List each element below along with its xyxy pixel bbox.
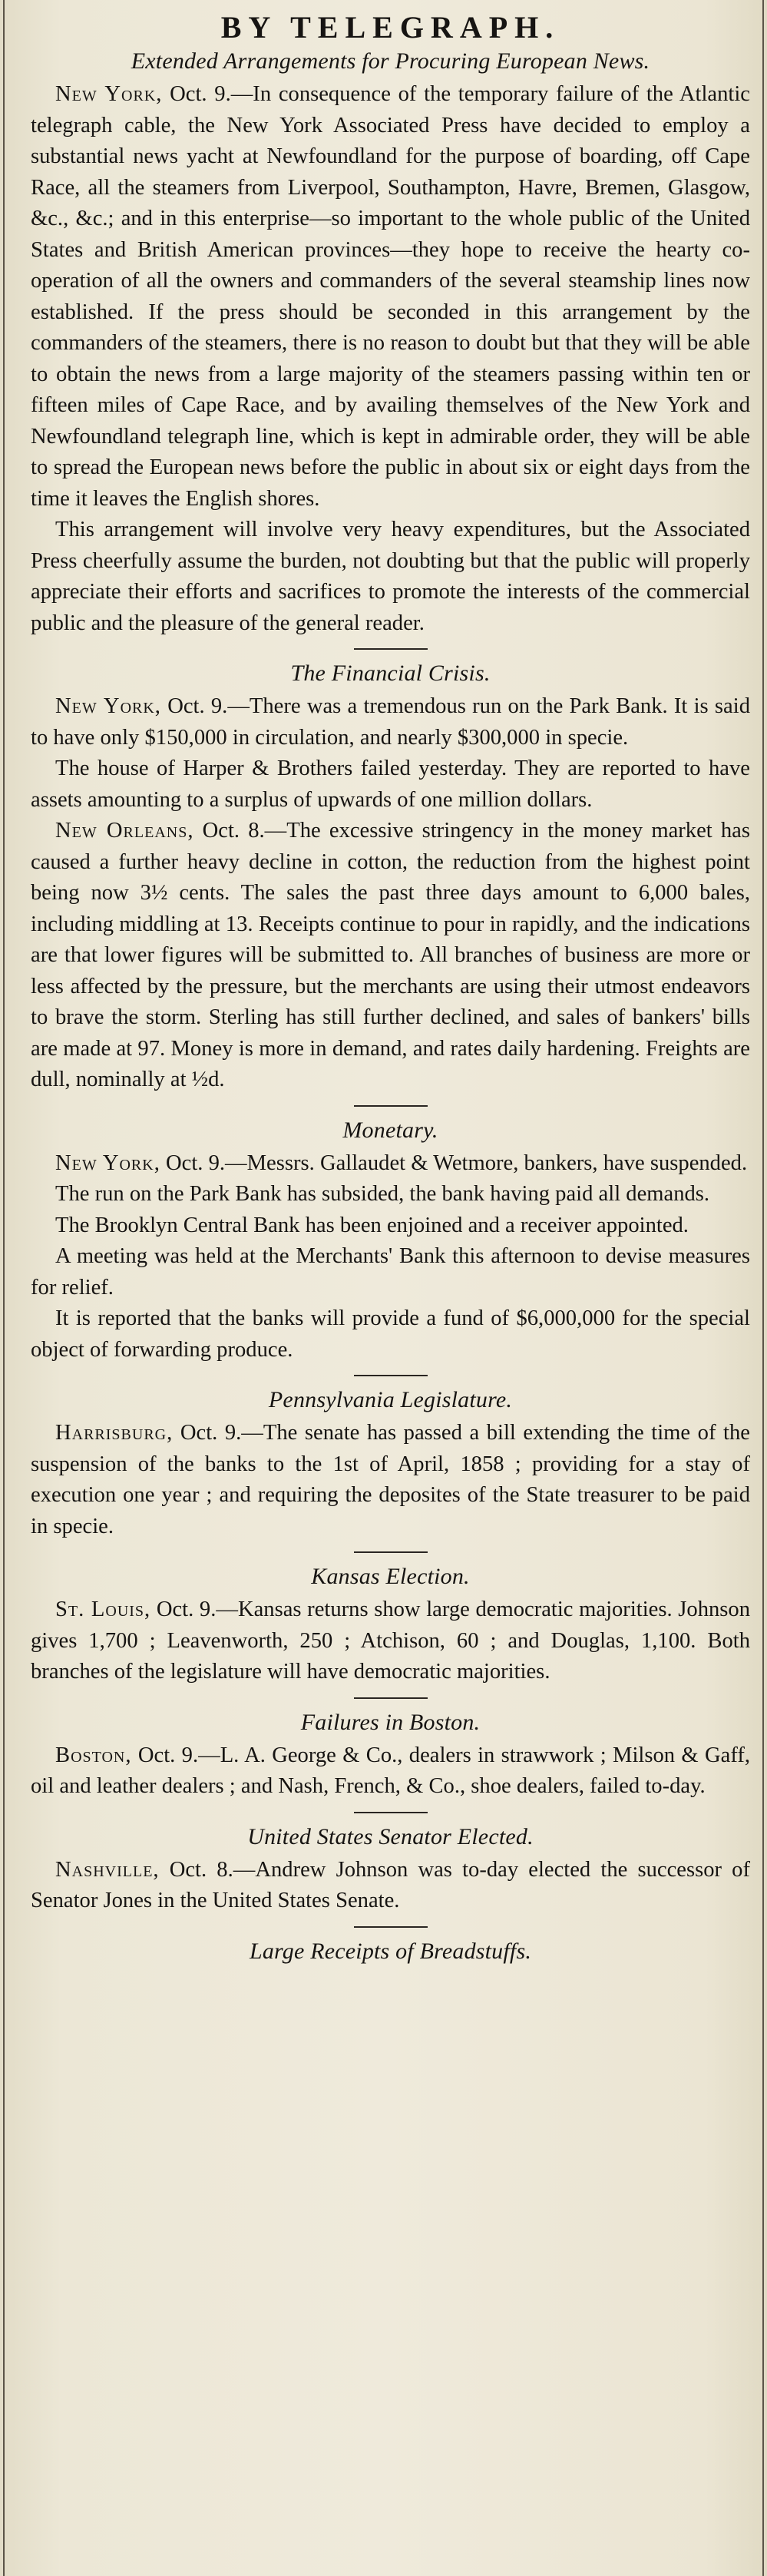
dispatch-dateline: Boston, [55, 1743, 132, 1767]
section-divider [354, 648, 428, 650]
column-rule-right [762, 0, 764, 2576]
section-divider [354, 1697, 428, 1699]
dispatch-text: The house of Harper & Brothers failed yesterday. They are reported to have assets amounting to a surplus of upwards of one million dollars. [31, 757, 750, 812]
section-heading: Extended Arrangements for Procuring European News. [131, 48, 650, 74]
dispatch-paragraph [31, 1241, 750, 1303]
dispatch-paragraph [31, 1855, 750, 1917]
dispatch-text: A meeting was held at the Merchants' Bank this afternoon to devise measures for relief. [31, 1244, 750, 1300]
dispatch-text: Oct. 9.—There was a tremendous run on the Park Bank. It is said to have only $150,000 in circulation, and nearly $300,000 in specie. [31, 694, 750, 750]
dispatch-paragraph [31, 79, 750, 515]
dispatch-sections [31, 48, 750, 1965]
dispatch-dateline: Harrisburg, [55, 1421, 174, 1445]
dispatch-text: Oct. 9.—Messrs. Gallaudet & Wetmore, bankers, have suspended. [160, 1151, 748, 1175]
dispatch-paragraph [31, 1740, 750, 1803]
dispatch-dateline: St. Louis, [55, 1598, 151, 1621]
section-heading: Pennsylvania Legislature. [268, 1387, 513, 1412]
dispatch-paragraph [31, 1594, 750, 1688]
dispatch-dateline: New York, [55, 1151, 160, 1175]
dispatch-text: Oct. 8.—The excessive stringency in the money market has caused a further heavy decline in cotton, the reduction from the highest point being now 3½ cents. The sales the past three days amount to 6,000 bales, including middling at 13. Receipts continue to pour in rapidly, and the indications are that lower figures will be submitted to. All branches of business are more or less affected by the pressure, but the merchants are using their utmost endeavors to brave the storm. Sterling has still further declined, and sales of bankers' bills are made at 97. Money is more in demand, and rates daily hardening. Freights are dull, nominally at ½d. [31, 819, 750, 1091]
section-heading: The Financial Crisis. [290, 661, 491, 686]
section-heading: Large Receipts of Breadstuffs. [249, 1938, 532, 1964]
section-divider [354, 1375, 428, 1376]
dispatch-paragraph [31, 753, 750, 816]
dispatch-text: The run on the Park Bank has subsided, the bank having paid all demands. [55, 1182, 710, 1206]
section-heading: Failures in Boston. [300, 1709, 481, 1735]
section-heading: Kansas Election. [311, 1564, 470, 1589]
section-heading: United States Senator Elected. [247, 1823, 534, 1849]
dispatch-text: Oct. 9.—The senate has passed a bill extending the time of the suspension of the banks to the 1st of April, 1858 ; providing for a stay of execution one year ; and requiring the deposites of the State treasurer to be paid in specie. [31, 1421, 750, 1538]
dispatch-text: This arrangement will involve very heavy expenditures, but the Associated Press cheerfully assume the burden, not doubting but that the public will properly appreciate their efforts and sacrifices to promote the interests of the commercial public and the pleasure of the general reader. [31, 518, 750, 635]
dispatch-paragraph [31, 1148, 750, 1180]
dispatch-paragraph [31, 515, 750, 639]
section-divider [354, 1105, 428, 1107]
dispatch-paragraph [31, 1303, 750, 1366]
dispatch-paragraph [31, 1418, 750, 1542]
section-heading: Monetary. [342, 1117, 438, 1143]
dispatch-text: It is reported that the banks will provide a fund of $6,000,000 for the special object of forwarding produce. [31, 1306, 750, 1362]
dispatch-text: Oct. 8.—Andrew Johnson was to-day elected the successor of Senator Jones in the United States Senate. [31, 1857, 750, 1912]
dispatch-dateline: New York, [55, 694, 161, 718]
column-rule-left [3, 0, 5, 2576]
dispatch-text: Oct. 9.—L. A. George & Co., dealers in strawwork ; Milson & Gaff, oil and leather dealers ; and Nash, French, & Co., shoe dealers, failed to-day. [31, 1743, 750, 1798]
section-divider [354, 1812, 428, 1813]
dispatch-dateline: New York, [55, 82, 163, 106]
dispatch-dateline: New Orleans, [55, 819, 194, 843]
section-divider [354, 1926, 428, 1928]
dispatch-text: The Brooklyn Central Bank has been enjoined and a receiver appointed. [55, 1213, 689, 1237]
section-divider [354, 1551, 428, 1553]
dispatch-paragraph [31, 1179, 750, 1210]
dispatch-paragraph [31, 816, 750, 1096]
dispatch-paragraph [31, 691, 750, 753]
dispatch-text: Oct. 9.—In consequence of the temporary failure of the Atlantic telegraph cable, the New York Associated Press have decided to employ a substantial news yacht at Newfoundland for the purpose of boarding, off Cape Race, all the steamers from Liverpool, Southampton, Havre, Bremen, Glasgow, &c., &c.; and in this enterprise—so important to the whole public of the United States and British American provinces—they hope to receive the hearty co-operation of all the owners and commanders of the several steamship lines now established. If the press should be seconded in this arrangement by the commanders of the steamers, there is no reason to doubt but that they will be able to obtain the news from a large majority of the steamers passing within ten or fifteen miles of Cape Race, and by availing themselves of the New York and Newfoundland telegraph line, which is kept in admirable order, they will be able to spread the European news before the public in about six or eight days from the time it leaves the English shores. [31, 82, 750, 511]
masthead: BY TELEGRAPH. [220, 10, 560, 45]
dispatch-paragraph [31, 1210, 750, 1242]
dispatch-dateline: Nashville, [55, 1857, 160, 1882]
dispatch-text: Oct. 9.—Kansas returns show large democratic majorities. Johnson gives 1,700 ; Leavenworth, 250 ; Atchison, 60 ; and Douglas, 1,100. Both branches of the legislature will have democratic majorities. [31, 1598, 751, 1684]
